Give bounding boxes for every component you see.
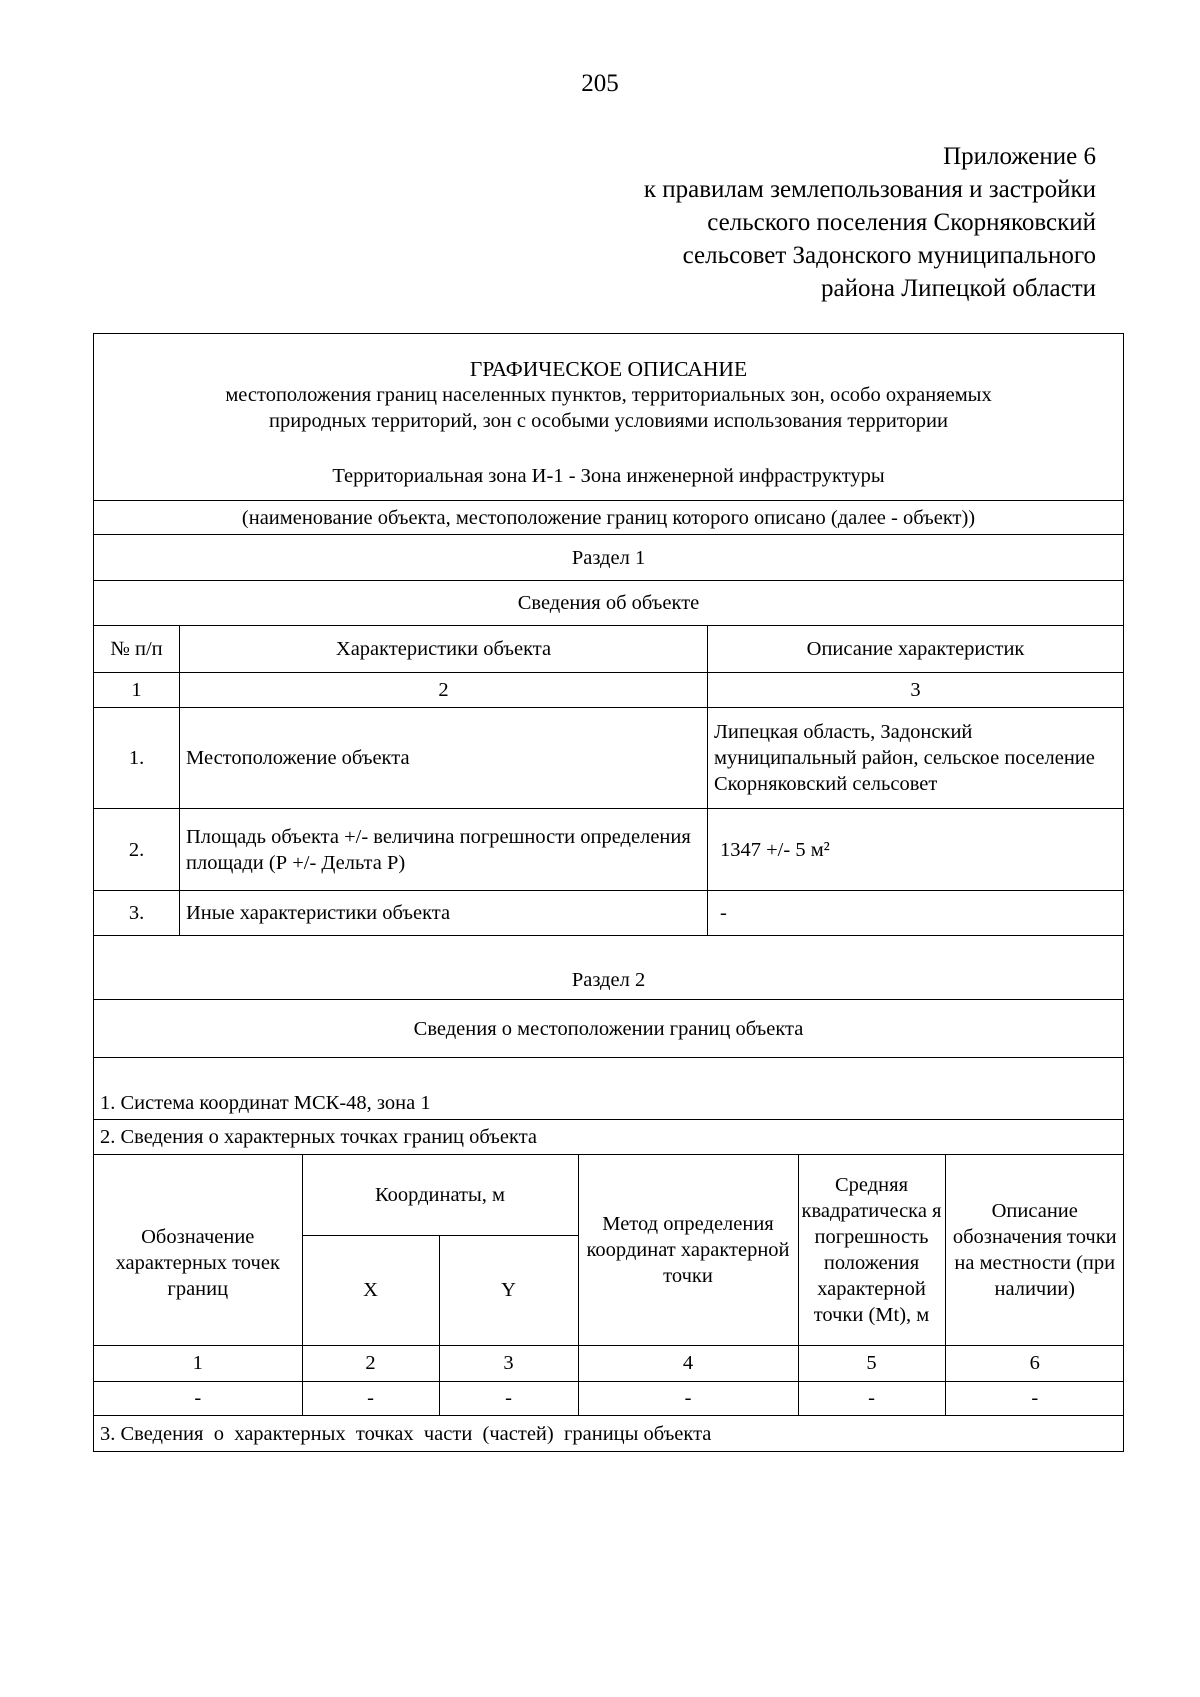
column-number: 4: [578, 1345, 798, 1381]
points-table-container: [94, 1155, 1124, 1416]
appendix-line: сельсовет Задонского муниципального: [682, 242, 1096, 269]
column-number: 2: [180, 673, 708, 708]
column-header-number: № п/п: [94, 626, 180, 673]
column-number: 1: [94, 1345, 302, 1381]
characteristic-value: Липецкая область, Задонский муниципальный район, сельское поселение Скорняковский сельсовет: [708, 708, 1124, 809]
parts-section-title: 3. Сведения о характерных точках части (частей) границы объекта: [94, 1416, 1124, 1452]
column-number: 5: [798, 1345, 945, 1381]
column-number: 2: [302, 1345, 439, 1381]
column-number: 3: [708, 673, 1124, 708]
characteristic-value: 1347 +/- 5 м²: [708, 809, 1124, 891]
column-number: 1: [94, 673, 180, 708]
coordinate-system: 1. Система координат МСК-48, зона 1: [94, 1058, 1124, 1120]
graphic-description-table: [93, 333, 1124, 1452]
column-header-description: Описание характеристик: [708, 626, 1124, 673]
document-title: ГРАФИЧЕСКОЕ ОПИСАНИЕ: [469, 357, 748, 381]
appendix-note: [644, 140, 1096, 305]
row-number: 1.: [94, 708, 180, 809]
column-number: 6: [945, 1345, 1124, 1381]
appendix-line: сельского поселения Скорняковский: [707, 209, 1096, 236]
column-header-y: Y: [439, 1235, 578, 1345]
document-subtitle-line: природных территорий, зон с особыми условиями использования территории: [269, 410, 948, 432]
column-header-method: Метод определения координат характерной точки: [578, 1155, 798, 1345]
section1-subtitle: Сведения об объекте: [94, 581, 1124, 626]
column-header-coordinates: Координаты, м: [302, 1155, 578, 1235]
object-caption: (наименование объекта, местоположение границ которого описано (далее - объект)): [94, 501, 1124, 535]
characteristic-name: Площадь объекта +/- величина погрешности определения площади (Р +/- Дельта Р): [180, 809, 708, 891]
column-header-designation: Обозначение характерных точек границ: [94, 1155, 302, 1345]
row-number: 2.: [94, 809, 180, 891]
table-cell: -: [798, 1381, 945, 1415]
column-header-x: X: [302, 1235, 439, 1345]
page-number: 205: [581, 70, 619, 97]
appendix-line: к правилам землепользования и застройки: [643, 176, 1096, 203]
table-cell: -: [94, 1381, 302, 1415]
table-cell: -: [302, 1381, 439, 1415]
row-number: 3.: [94, 891, 180, 936]
table-cell: -: [578, 1381, 798, 1415]
section2-title: Раздел 2: [94, 936, 1124, 1000]
table-cell: -: [945, 1381, 1124, 1415]
column-header-characteristics: Характеристики объекта: [180, 626, 708, 673]
characteristic-name: Местоположение объекта: [180, 708, 708, 809]
characteristic-value: -: [708, 891, 1124, 936]
column-header-error: Средняя квадратическа я погрешность положения характерной точки (Mt), м: [798, 1155, 945, 1345]
section2-subtitle: Сведения о местоположении границ объекта: [94, 1000, 1124, 1058]
column-header-point-description: Описание обозначения точки на местности (при наличии): [945, 1155, 1124, 1345]
table-cell: -: [439, 1381, 578, 1415]
document-header: [94, 334, 1124, 501]
section1-title: Раздел 1: [94, 535, 1124, 581]
column-number: 3: [439, 1345, 578, 1381]
appendix-line: района Липецкой области: [821, 275, 1096, 302]
document-subtitle-line: местоположения границ населенных пунктов, территориальных зон, особо охраняемых: [225, 384, 992, 406]
points-section-title: 2. Сведения о характерных точках границ объекта: [94, 1120, 1124, 1155]
points-table: [94, 1155, 1124, 1415]
appendix-line: Приложение 6: [943, 143, 1096, 170]
object-name: Территориальная зона И-1 - Зона инженерной инфраструктуры: [332, 465, 885, 487]
characteristic-name: Иные характеристики объекта: [180, 891, 708, 936]
